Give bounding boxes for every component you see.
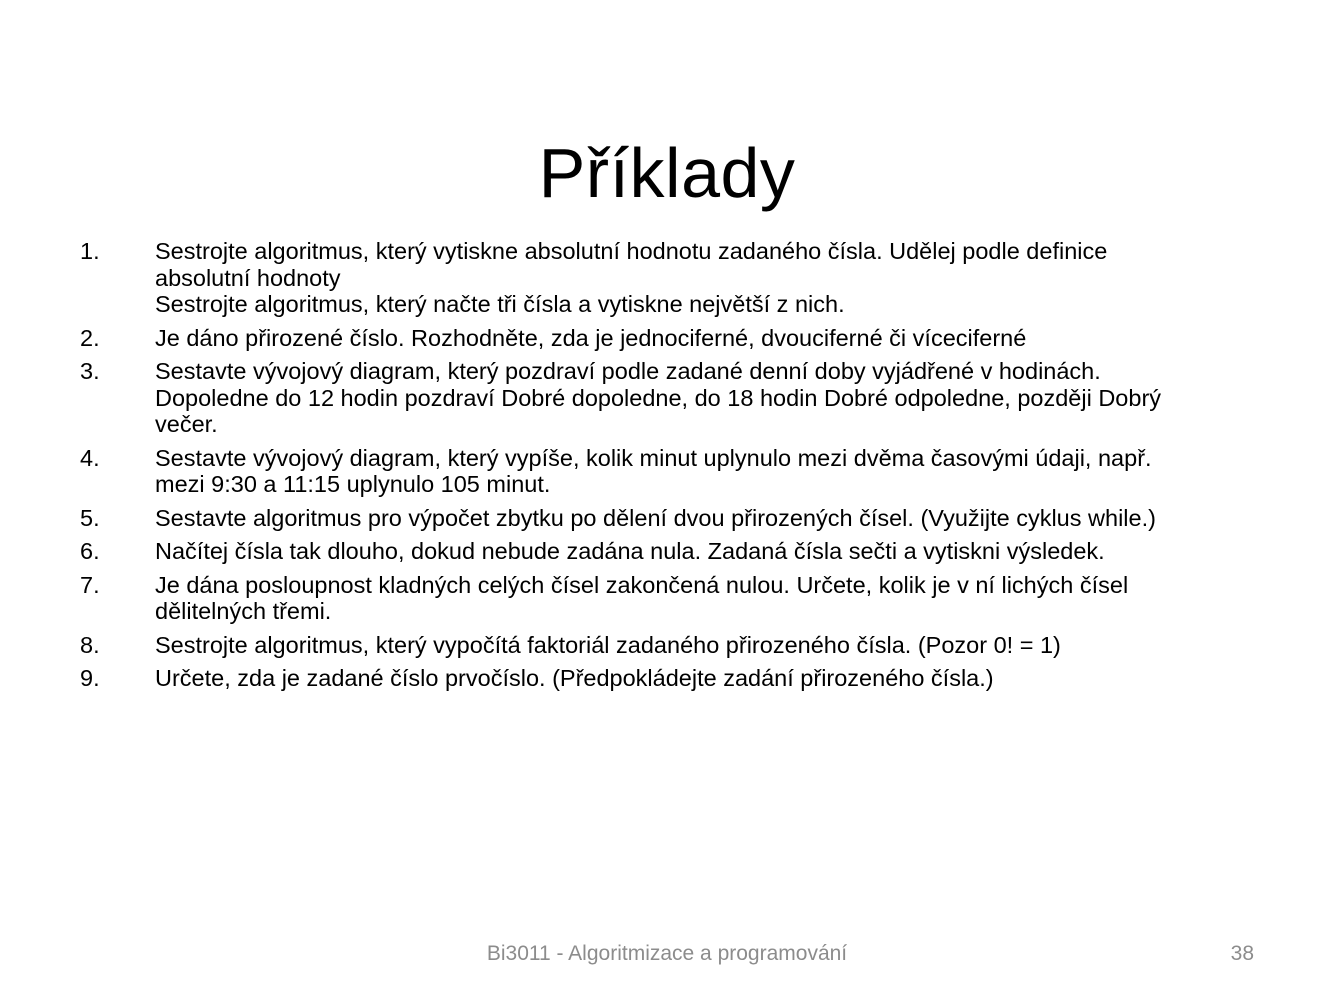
list-item-number: 2. [80, 324, 100, 351]
list-item-number: 9. [80, 665, 100, 691]
list-item-line: Sestavte algoritmus pro výpočet zbytku po dělení dvou přirozených čísel. (Využijte cyklus while.) [155, 504, 1156, 531]
list-item [80, 538, 1270, 565]
list-item-number: 1. [80, 238, 100, 264]
list-item-text [155, 358, 1265, 438]
list-item-text [155, 572, 1265, 625]
list-item-line: večer. [155, 411, 218, 437]
list-item-line: absolutní hodnoty [155, 264, 341, 291]
list-item-line: Je dáno přirozené číslo. Rozhodněte, zda je jednociferné, dvouciferné či víceciferné [155, 324, 1027, 351]
list-item-text [155, 505, 1265, 532]
list-item-text [155, 445, 1265, 498]
list-item-number: 3. [80, 358, 100, 384]
list-item-line: Sestrojte algoritmus, který vypočítá faktoriál zadaného přirozeného čísla. (Pozor 0! = 1) [155, 631, 1061, 658]
list-item-line: Sestrojte algoritmus, který vytiskne absolutní hodnotu zadaného čísla. Udělej podle definice [155, 238, 1108, 264]
list-item-text [155, 325, 1265, 352]
list-item-text [155, 632, 1265, 659]
list-item-number: 7. [80, 571, 100, 598]
slide-footer: Bi3011 - Algoritmizace a programování [486, 942, 848, 965]
list-item [80, 572, 1270, 625]
list-item-line: Sestrojte algoritmus, který načte tři čísla a vytiskne největší z nich. [155, 291, 845, 317]
list-item [80, 325, 1270, 352]
list-item-text [155, 238, 1265, 318]
list-item-line: dělitelných třemi. [155, 598, 332, 624]
list-item-line: Sestavte vývojový diagram, který pozdraví podle zadané denní doby vyjádřené v hodinách. [155, 358, 1101, 384]
list-item-number: 6. [80, 538, 100, 564]
list-item [80, 505, 1270, 532]
list-item-line: mezi 9:30 a 11:15 uplynulo 105 minut. [155, 471, 551, 497]
list-item-line: Je dána posloupnost kladných celých čísel zakončená nulou. Určete, kolik je v ní lichých čísel [155, 571, 1129, 598]
list-item-text [155, 665, 1265, 692]
list-item-number: 8. [80, 631, 100, 658]
list-item-number: 5. [80, 504, 100, 531]
list-item-number: 4. [80, 444, 100, 471]
list-item [80, 665, 1270, 692]
list-item-line: Sestavte vývojový diagram, který vypíše, kolik minut uplynulo mezi dvěma časovými údaji, např. [155, 444, 1152, 471]
list-item-text [155, 538, 1265, 565]
list-item [80, 358, 1270, 438]
exercise-list [80, 238, 1270, 699]
list-item [80, 238, 1270, 318]
slide-page-number: 38 [1230, 942, 1254, 965]
list-item [80, 632, 1270, 659]
slide-title: Příklady [538, 133, 796, 212]
list-item-line: Určete, zda je zadané číslo prvočíslo. (Předpokládejte zadání přirozeného čísla.) [155, 665, 994, 691]
list-item-line: Dopoledne do 12 hodin pozdraví Dobré dopoledne, do 18 hodin Dobré odpoledne, později Dobrý [155, 384, 1162, 411]
list-item [80, 445, 1270, 498]
list-item-line: Načítej čísla tak dlouho, dokud nebude zadána nula. Zadaná čísla sečti a vytiskni výsledek. [155, 538, 1105, 564]
